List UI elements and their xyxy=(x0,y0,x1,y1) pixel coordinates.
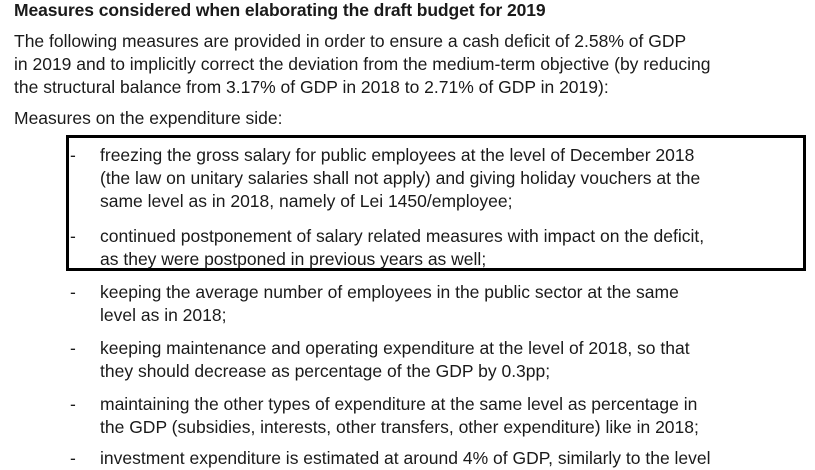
bullet-text xyxy=(100,393,800,439)
bullet-line: keeping maintenance and operating expenditure at the level of 2018, so that xyxy=(100,338,690,358)
bullet-text xyxy=(100,337,800,383)
bullet-line: level as in 2018; xyxy=(100,305,227,325)
bullet-line: (the law on unitary salaries shall not apply) and giving holiday vouchers at the xyxy=(100,168,701,188)
bullet-line: same level as in 2018, namely of Lei 1450/employee; xyxy=(100,191,513,211)
bullet-line: maintaining the other types of expenditure at the same level as percentage in xyxy=(100,394,698,414)
bullet-text xyxy=(100,144,800,213)
bullet-line: continued postponement of salary related measures with impact on the deficit, xyxy=(100,226,705,246)
bullet-dash: - xyxy=(70,282,76,302)
bullet-text xyxy=(100,225,800,271)
bullet-dash: - xyxy=(70,448,76,468)
intro-paragraph xyxy=(14,30,804,99)
intro-line: in 2019 and to implicitly correct the deviation from the medium-term objective (by reducing xyxy=(14,54,711,74)
bullet-dash: - xyxy=(70,226,76,246)
bullet-line: investment expenditure is estimated at around 4% of GDP, similarly to the level xyxy=(100,448,711,468)
section-heading: Measures considered when elaborating the draft budget for 2019 xyxy=(14,0,546,20)
bullet-dash: - xyxy=(70,145,76,165)
bullet-text xyxy=(100,447,800,470)
bullet-dash: - xyxy=(70,394,76,414)
expenditure-subheading: Measures on the expenditure side: xyxy=(14,108,283,128)
bullet-line: the GDP (subsidies, interests, other transfers, other expenditure) like in 2018; xyxy=(100,417,699,437)
intro-line: The following measures are provided in order to ensure a cash deficit of 2.58% of GDP xyxy=(14,31,687,51)
bullet-line: freezing the gross salary for public employees at the level of December 2018 xyxy=(100,145,695,165)
intro-line: the structural balance from 3.17% of GDP in 2018 to 2.71% of GDP in 2019): xyxy=(14,77,609,97)
bullet-dash: - xyxy=(70,338,76,358)
bullet-line: they should decrease as percentage of the GDP by 0.3pp; xyxy=(100,361,551,381)
bullet-line: keeping the average number of employees in the public sector at the same xyxy=(100,282,679,302)
bullet-line: as they were postponed in previous years as well; xyxy=(100,249,487,269)
bullet-text xyxy=(100,281,800,327)
